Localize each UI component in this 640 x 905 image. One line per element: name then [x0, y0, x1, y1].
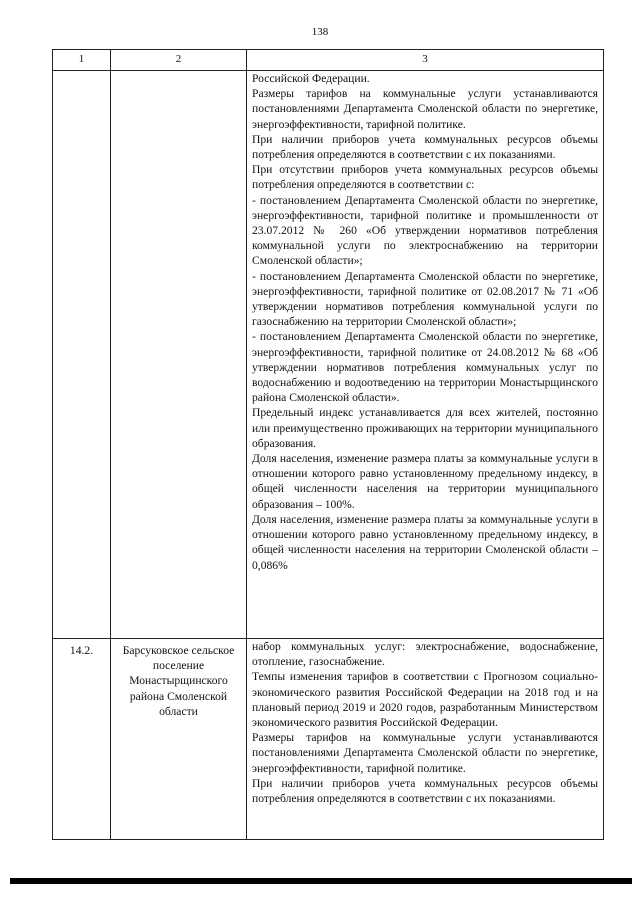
table-row: [53, 639, 604, 840]
column-header-1: 1: [53, 50, 111, 71]
description-cell: [247, 639, 604, 840]
paragraph: Размеры тарифов на коммунальные услуги устанавливаются постановлениями Департамента Смоленской области по энергетике, энергоэффективности, тарифной политике.: [252, 731, 598, 775]
description-cell: [247, 71, 604, 639]
municipality-cell: Барсуковское сельское поселение Монастырщинского района Смоленской области: [111, 639, 247, 840]
paragraph: Российской Федерации.: [252, 72, 370, 85]
paragraph: - постановлением Департамента Смоленской области по энергетике, энергоэффективности, тарифной политике от 02.08.2017 № 71 «Об утверждении нормативов потребления коммунальной услуги по газоснабжению на территории Смоленской области»;: [252, 269, 598, 329]
paragraph: При наличии приборов учета коммунальных ресурсов объемы потребления определяются в соответствии с их показаниями.: [252, 132, 598, 162]
paragraph: - постановлением Департамента Смоленской области по энергетике, энергоэффективности, тарифной политике от 24.08.2012 № 68 «Об утверждении нормативов потребления коммунальных услуг по водоснабжению и водоотведению на территории Монастырщинского района Смоленской области».: [252, 330, 598, 405]
paragraph: Предельный индекс устанавливается для всех жителей, постоянно или преимущественно проживающих на территории муниципального образования.: [252, 406, 598, 450]
paragraph: - постановлением Департамента Смоленской области по энергетике, энергоэффективности, тарифной политике и промышленности от 23.07.2012 № 260 «Об утверждении нормативов потребления коммунальной услуги по электроснабжению на территории Смоленской области»;: [252, 193, 598, 268]
paragraph: набор коммунальных услуг: электроснабжение, водоснабжение, отопление, газоснабжение.: [252, 640, 598, 669]
row-number-cell: [53, 71, 111, 639]
column-header-2: 2: [111, 50, 247, 71]
column-header-3: 3: [247, 50, 604, 71]
row-number-cell: 14.2.: [53, 639, 111, 840]
paragraph: При отсутствии приборов учета коммунальных ресурсов объемы потребления определяются в соответствии с:: [252, 163, 598, 192]
scan-border-rule: [10, 878, 632, 884]
paragraph: Темпы изменения тарифов в соответствии с Прогнозом социально-экономического развития Российской Федерации на 2018 год и на плановый период 2019 и 2020 годов, разработанным Министерством экономического развития Российской Федерации.: [252, 670, 598, 730]
paragraph: Доля населения, изменение размера платы за коммунальные услуги в отношении которого равно установленному предельному индексу, в общей численности населения на территории Смоленской области – 0,086%: [252, 512, 598, 572]
municipality-cell: [111, 71, 247, 639]
paragraph: Размеры тарифов на коммунальные услуги устанавливаются постановлениями Департамента Смоленской области по энергетике, энергоэффективности, тарифной политике.: [252, 87, 598, 131]
tariff-table: [52, 49, 604, 840]
page-number: 138: [311, 26, 329, 38]
paragraph: При наличии приборов учета коммунальных ресурсов объемы потребления определяются в соответствии с их показаниями.: [252, 776, 598, 806]
table-row: [53, 71, 604, 639]
table-header-row: [53, 50, 604, 71]
paragraph: Доля населения, изменение размера платы за коммунальные услуги в отношении которого равно установленному предельному индексу, в общей численности населения на территории муниципального образования – 100%.: [252, 452, 598, 511]
